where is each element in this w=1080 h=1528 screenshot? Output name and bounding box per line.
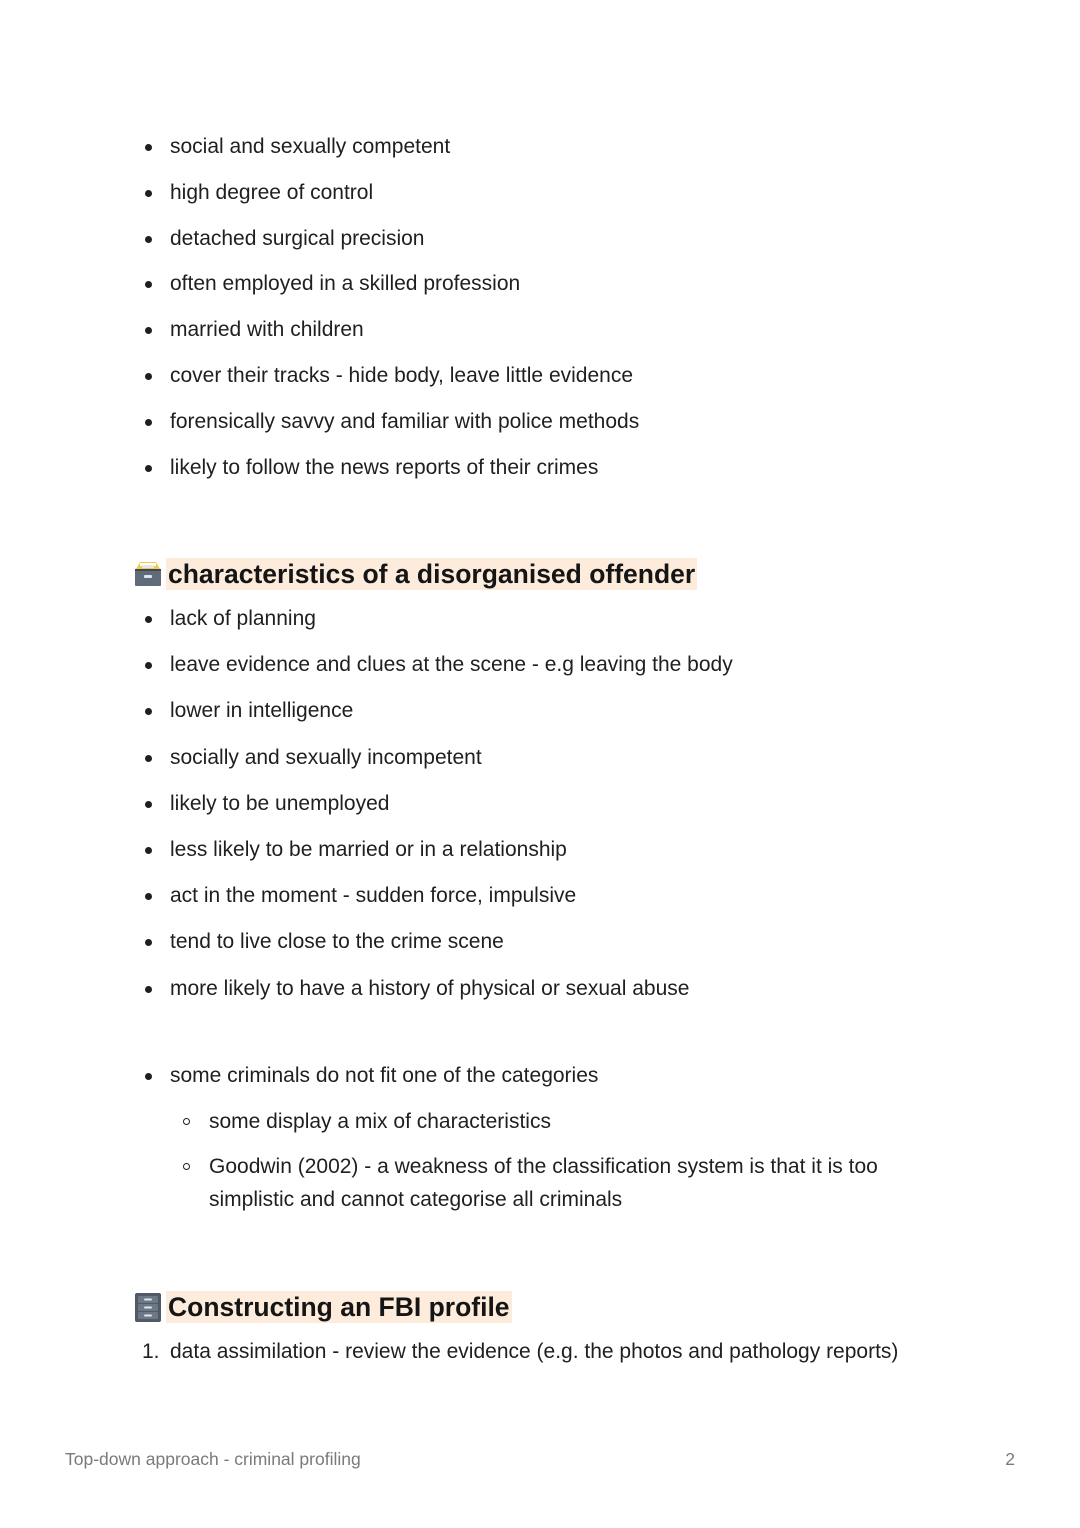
list-item: social and sexually competent [170,134,990,159]
sub-list-item: some display a mix of characteristics [209,1105,949,1138]
list-item: less likely to be married or in a relationship [170,837,990,862]
section-heading: characteristics of a disorganised offender [168,559,696,589]
organised-traits-list [170,134,990,500]
list-item: more likely to have a history of physical or sexual abuse [170,976,990,1001]
disorganised-heading [132,556,697,592]
section-heading: Constructing an FBI profile [168,1292,510,1322]
list-item: detached surgical precision [170,226,990,251]
list-item: act in the moment - sudden force, impulsive [170,883,990,908]
profile-step [142,1339,898,1364]
list-item: tend to live close to the crime scene [170,929,990,954]
step-text: data assimilation - review the evidence (e.g. the photos and pathology reports) [170,1340,899,1363]
list-item: socially and sexually incompetent [170,745,990,770]
disorganised-traits-list [170,606,990,1022]
fbi-profile-heading [132,1289,512,1325]
list-item: high degree of control [170,180,990,205]
list-item: lower in intelligence [170,698,990,723]
list-item: married with children [170,317,990,342]
list-item: forensically savvy and familiar with police methods [170,409,990,434]
list-item: likely to be unemployed [170,791,990,816]
list-item: cover their tracks - hide body, leave little evidence [170,363,990,388]
list-item: likely to follow the news reports of their crimes [170,455,990,480]
sub-list-item: Goodwin (2002) - a weakness of the classification system is that it is too simplistic and cannot categorise all criminals [209,1150,949,1216]
step-number: 1. [142,1340,160,1363]
list-item: leave evidence and clues at the scene - e.g leaving the body [170,652,990,677]
footer-title: Top-down approach - criminal profiling [65,1449,361,1469]
evaluation-list [170,1063,990,1088]
file-cabinet-icon [132,1291,164,1323]
list-item: some criminals do not fit one of the categories [170,1063,990,1088]
list-item: often employed in a skilled profession [170,271,990,296]
page-number: 2 [1005,1449,1015,1469]
evaluation-sub-list [209,1105,949,1228]
card-file-box-icon [132,558,164,590]
list-item: lack of planning [170,606,990,631]
